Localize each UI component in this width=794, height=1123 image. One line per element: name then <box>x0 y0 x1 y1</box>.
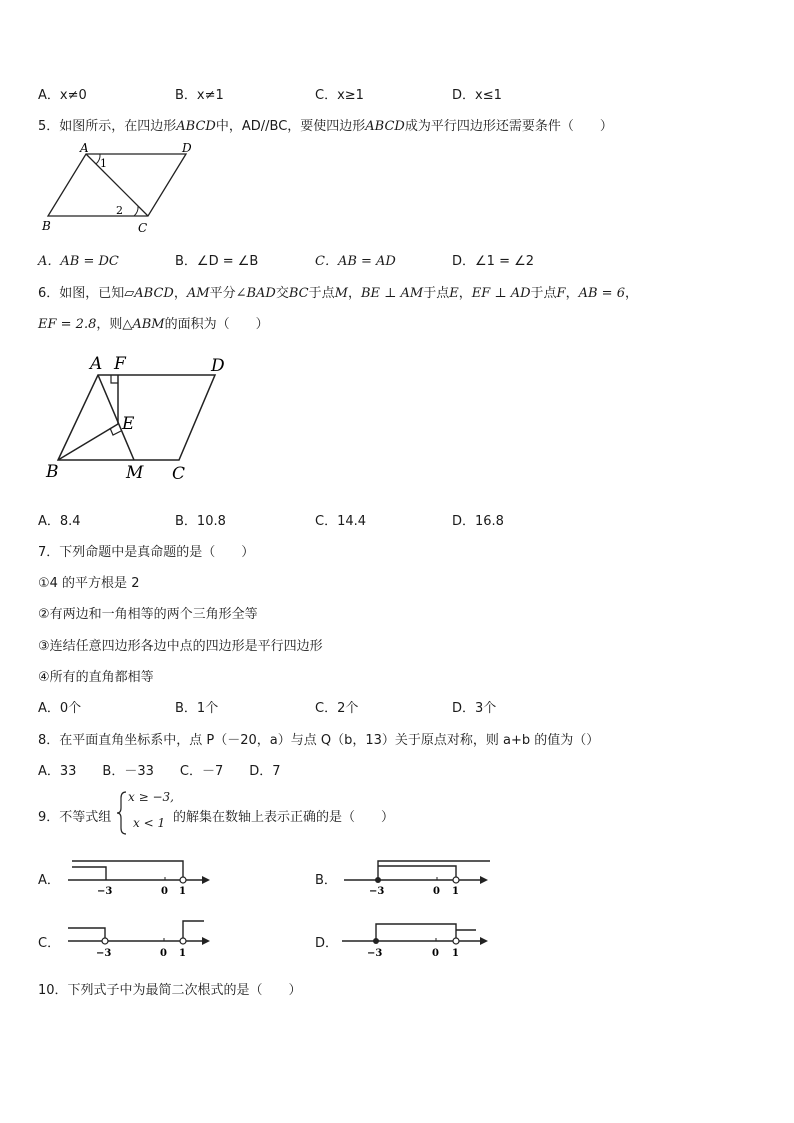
q6-option-b: B．10.8 <box>175 514 226 529</box>
q6-stem-line1: 6．如图，已知▱ABCD，AM平分∠BAD交BC于点M，BE ⊥ AM于点E，EF ⊥ AD于点F，AB = 6， <box>38 286 638 301</box>
q6-option-d: D．16.8 <box>452 514 504 529</box>
q9-a-tick-0: 0 <box>161 886 168 897</box>
q4-option-d: D．x≤1 <box>452 88 502 103</box>
q5-angle-1: 1 <box>100 157 107 170</box>
q7-item-1: ①4 的平方根是 2 <box>38 576 140 591</box>
q6-option-a: A．8.4 <box>38 514 81 529</box>
q5-option-c: C．AB = AD <box>315 254 396 269</box>
q8-options: A．33 B．－33 C．－7 D．7 <box>38 764 281 779</box>
q9-a-tick-neg3: −3 <box>97 886 113 897</box>
q5-label-b: B <box>42 219 51 233</box>
q9-option-b-numberline <box>338 855 493 897</box>
q5-option-a: A．AB = DC <box>38 254 119 269</box>
q9-d-tick-neg3: −3 <box>367 948 383 958</box>
q9-brace <box>116 790 128 836</box>
q9-option-c-label: C． <box>38 936 61 951</box>
q8-stem: 8．在平面直角坐标系中，点 P（－20，a）与点 Q（b，13）关于原点对称，则 a+b 的值为（） <box>38 733 600 748</box>
q9-option-a-numberline <box>62 855 212 897</box>
q7-option-c: C．2个 <box>315 701 359 716</box>
q9-d-tick-1: 1 <box>452 948 459 958</box>
q5-figure <box>38 138 208 236</box>
q9-b-tick-neg3: −3 <box>369 886 385 897</box>
q9-c-tick-neg3: −3 <box>96 948 112 958</box>
q7-stem: 7．下列命题中是真命题的是（ ） <box>38 545 255 560</box>
q7-item-4: ④所有的直角都相等 <box>38 670 154 685</box>
q9-system-line2: x < 1 <box>133 816 166 830</box>
q9-option-d-numberline <box>338 916 493 958</box>
q7-item-2: ②有两边和一角相等的两个三角形全等 <box>38 607 258 622</box>
q5-label-d: D <box>182 141 192 155</box>
q9-option-d-label: D． <box>315 936 339 951</box>
q9-c-tick-1: 1 <box>179 948 186 958</box>
q6-figure <box>38 345 243 485</box>
q4-option-a: A．x≠0 <box>38 88 87 103</box>
q4-option-b: B．x≠1 <box>175 88 224 103</box>
q5-stem: 5．如图所示，在四边形ABCD中，AD//BC，要使四边形ABCD成为平行四边形还需要条件（ ） <box>38 119 613 134</box>
q9-option-c-numberline <box>62 916 212 958</box>
q7-option-a: A．0个 <box>38 701 82 716</box>
q6-label-b: B <box>46 462 59 482</box>
q7-option-b: B．1个 <box>175 701 219 716</box>
q6-option-c: C．14.4 <box>315 514 367 529</box>
q4-option-c: C．x≥1 <box>315 88 364 103</box>
q9-system-line1: x ≥ −3, <box>128 790 174 804</box>
q9-c-tick-0: 0 <box>160 948 167 958</box>
q9-d-tick-0: 0 <box>432 948 439 958</box>
q9-stem-a: 9．不等式组 <box>38 810 112 825</box>
q6-label-c: C <box>172 464 186 484</box>
q6-label-d: D <box>211 356 225 376</box>
q7-option-d: D．3个 <box>452 701 497 716</box>
q6-label-A: A <box>90 354 103 374</box>
q6-label-e: E <box>122 414 135 434</box>
q5-angle-2: 2 <box>116 204 123 217</box>
q7-item-3: ③连结任意四边形各边中点的四边形是平行四边形 <box>38 639 323 654</box>
q9-b-tick-1: 1 <box>452 886 459 897</box>
q5-label-a: A <box>80 141 89 155</box>
q9-stem-b: 的解集在数轴上表示正确的是（ ） <box>173 810 395 825</box>
q9-a-tick-1: 1 <box>179 886 186 897</box>
q10-stem: 10．下列式子中为最简二次根式的是（ ） <box>38 983 302 998</box>
q5-label-c: C <box>138 221 148 235</box>
q9-option-b-label: B． <box>315 873 337 888</box>
q5-option-b: B．∠D = ∠B <box>175 254 259 269</box>
q9-b-tick-0: 0 <box>433 886 440 897</box>
q5-option-d: D．∠1 = ∠2 <box>452 254 535 269</box>
q6-stem-line2: EF = 2.8，则△ABM的面积为（ ） <box>38 317 269 332</box>
q6-label-m: M <box>126 463 144 483</box>
q9-option-a-label: A． <box>38 873 60 888</box>
q6-label-f: F <box>114 354 126 374</box>
